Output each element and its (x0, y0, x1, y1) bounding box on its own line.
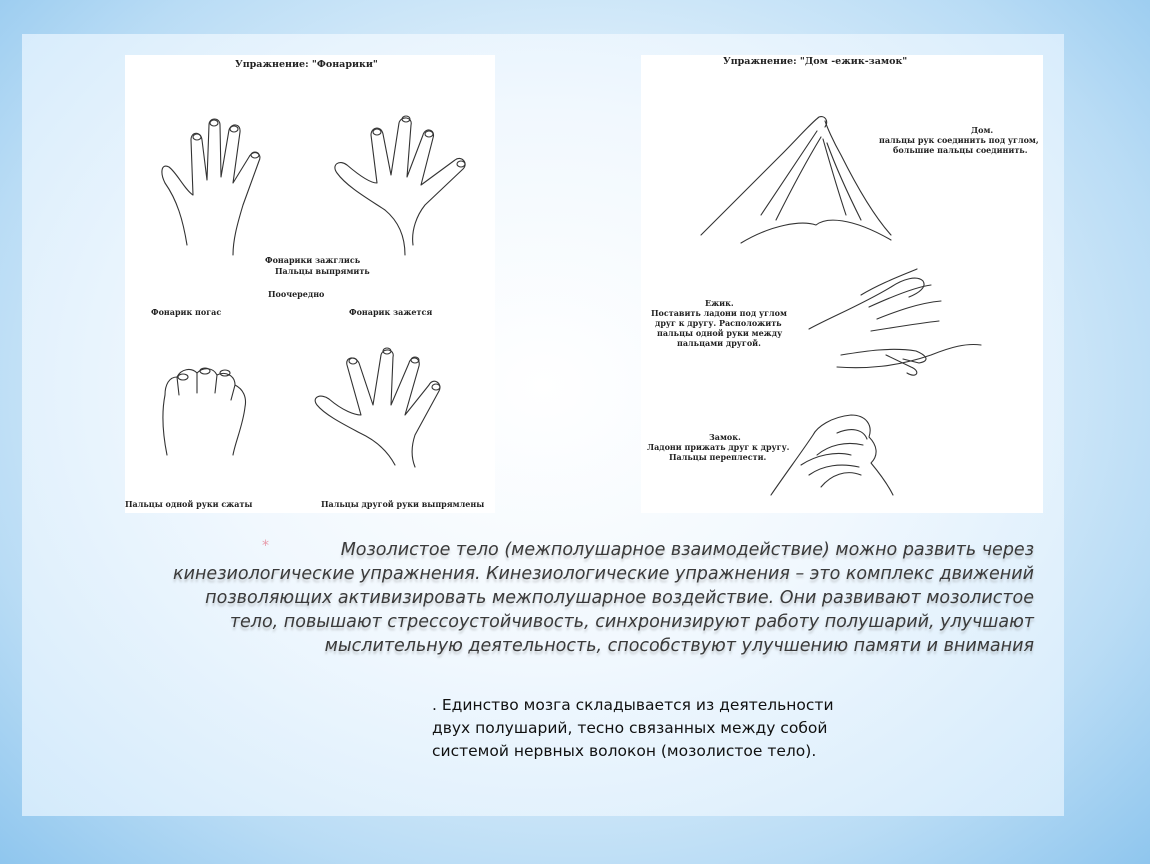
house-caption-line1: пальцы рук соединить под углом, (879, 135, 1039, 145)
hedgehog-hands-icon (809, 269, 981, 375)
caption-on: Фонарик зажется (349, 307, 433, 317)
lock-caption-line2: Пальцы переплести. (669, 452, 767, 462)
house-hedgehog-lock-exercise-image (641, 55, 1043, 513)
hedgehog-caption-line2: друг к другу. Расположить (655, 318, 782, 328)
main-paragraph: Мозолистое тело (межполушарное взаимодействие) можно развить через кинезиологические упражнения. Кинезиологические упражнения – это комплекс движений позволяющих активизировать межполушарное воздействие. Они развивают мозолистое тело, повышают стрессоустойчивость, синхронизируют работу полушарий, улучшают мыслительную деятельность, способствуют улучшению памяти и внимания (173, 540, 1034, 656)
caption-straightened: Пальцы другой руки выпрямлены (321, 499, 485, 509)
caption-clenched: Пальцы одной руки сжаты (125, 499, 253, 509)
fist-hand-icon (163, 368, 246, 455)
lock-hands-icon (771, 415, 893, 495)
house-hands-icon (701, 117, 891, 243)
open-hand-icon (315, 348, 440, 467)
flashlights-title: Упражнение: "Фонарики" (235, 59, 378, 70)
open-hand-icon (162, 119, 260, 255)
caption-straight: Пальцы выпрямить (275, 266, 370, 276)
lock-caption-title: Замок. (709, 432, 741, 442)
flashlights-exercise-image (125, 55, 495, 513)
open-hand-icon (335, 116, 465, 255)
hand-drawings-left (125, 55, 495, 513)
caption-off: Фонарик погас (151, 307, 222, 317)
bullet-icon: * (262, 538, 269, 554)
caption-alternately: Поочередно (268, 289, 325, 299)
house-caption-title: Дом. (971, 125, 994, 135)
hedgehog-caption-line1: Поставить ладони под углом (651, 308, 787, 318)
house-exercise-title: Упражнение: "Дом -ежик-замок" (723, 56, 908, 67)
lock-caption-line1: Ладони прижать друг к другу. (647, 442, 790, 452)
house-caption-line2: большие пальцы соединить. (893, 145, 1028, 155)
hedgehog-caption-title: Ежик. (705, 298, 734, 308)
hedgehog-caption-line3: пальцы одной руки между (657, 328, 783, 338)
caption-lit: Фонарики зажглись (265, 255, 361, 265)
hedgehog-caption-line4: пальцами другой. (677, 338, 761, 348)
note-paragraph: . Единство мозга складывается из деятельности двух полушарий, тесно связанных между собой системой нервных волокон (мозолистое тело). (432, 696, 834, 760)
